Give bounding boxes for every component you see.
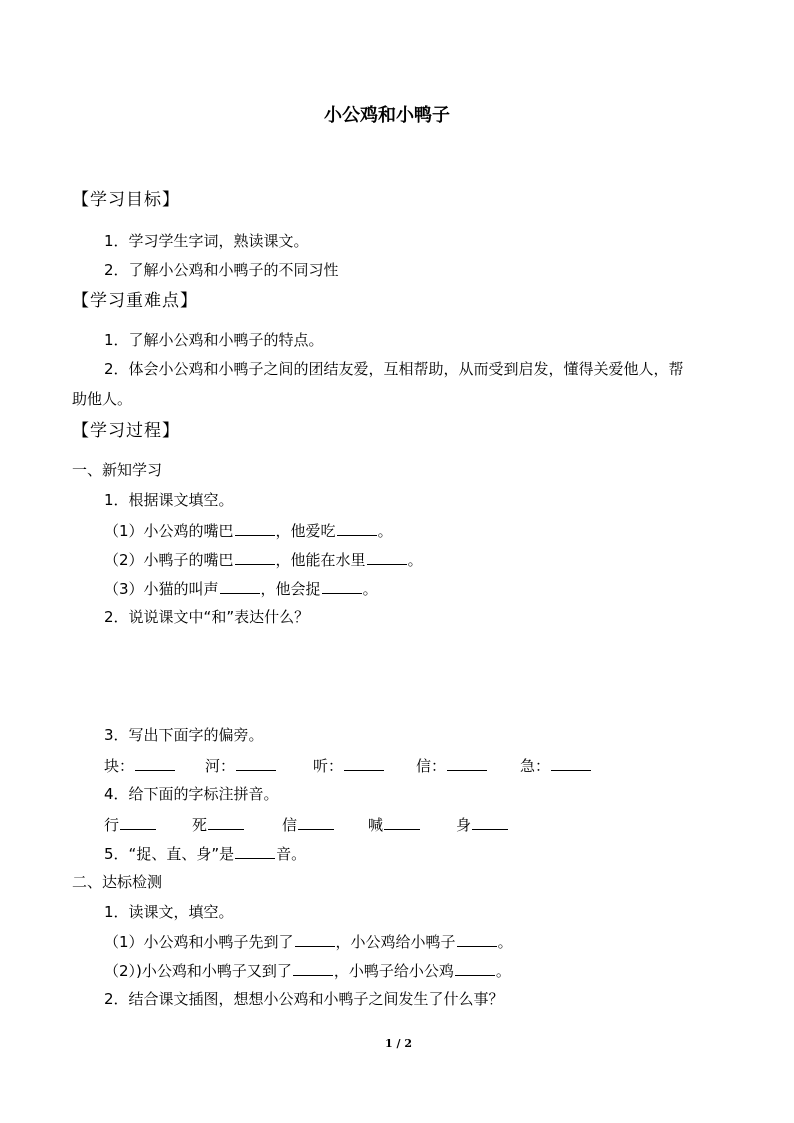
fill-blank-row: （1）小公鸡的嘴巴 ，他爱吃 。 <box>104 522 393 540</box>
answer-blank[interactable] <box>472 814 508 830</box>
answer-blank[interactable] <box>208 814 244 830</box>
answer-blank[interactable] <box>220 578 260 594</box>
part1-q4: 4．给下面的字标注拼音。 <box>104 785 279 803</box>
goal-item: 2．了解小公鸡和小鸭子的不同习性 <box>104 261 339 279</box>
fill-blank-row: （3）小猫的叫声 ，他会捉 。 <box>104 580 378 598</box>
answer-blank[interactable] <box>235 549 275 565</box>
answer-blank[interactable] <box>384 814 420 830</box>
part1-q5: 5．“捉、直、身”是 音。 <box>104 845 307 863</box>
goal-item: 1．学习学生字词，熟读课文。 <box>104 232 309 250</box>
fill-blank-row: （1）小公鸡和小鸭子先到了 ，小公鸡给小鸭子 。 <box>104 933 513 951</box>
part2-heading: 二、达标检测 <box>72 873 163 891</box>
fill-blank-row: （2）)小公鸡和小鸭子又到了 ，小鸭子给小公鸡 。 <box>104 962 511 980</box>
answer-blank[interactable] <box>337 520 377 536</box>
page-title: 小公鸡和小鸭子 <box>324 105 450 126</box>
answer-blank[interactable] <box>120 814 156 830</box>
answer-blank[interactable] <box>235 520 275 536</box>
answer-blank[interactable] <box>236 755 276 771</box>
answer-blank[interactable] <box>298 814 334 830</box>
part1-q2: 2．说说课文中“和”表达什么？ <box>104 608 310 626</box>
pinyin-row: 行 死 信 喊 身 <box>104 814 624 834</box>
part1-q3: 3．写出下面字的偏旁。 <box>104 726 264 744</box>
answer-blank[interactable] <box>322 578 362 594</box>
page-number: 1 / 2 <box>385 1037 412 1050</box>
fill-blank-row: （2）小鸭子的嘴巴 ，他能在水里 。 <box>104 551 423 569</box>
answer-blank[interactable] <box>447 755 487 771</box>
keypoints-heading: 【学习重难点】 <box>72 291 198 311</box>
answer-blank[interactable] <box>457 931 497 947</box>
answer-blank[interactable] <box>135 755 175 771</box>
part2-q2: 2．结合课文插图，想想小公鸡和小鸭子之间发生了什么事？ <box>104 990 504 1008</box>
process-heading: 【学习过程】 <box>72 421 180 441</box>
answer-blank[interactable] <box>293 960 333 976</box>
keypoint-item: 2．体会小公鸡和小鸭子之间的团结友爱，互相帮助，从而受到启发，懂得关爱他人，帮 <box>104 360 684 378</box>
part1-q1: 1．根据课文填空。 <box>104 491 234 509</box>
answer-blank[interactable] <box>235 843 275 859</box>
keypoint-item: 助他人。 <box>72 390 133 408</box>
answer-blank[interactable] <box>344 755 384 771</box>
answer-blank[interactable] <box>551 755 591 771</box>
answer-blank[interactable] <box>367 549 407 565</box>
radical-row: 块： 河： 听： 信： 急： <box>104 755 624 775</box>
part2-q1: 1．读课文，填空。 <box>104 903 234 921</box>
part1-heading: 一、新知学习 <box>72 461 163 479</box>
answer-blank[interactable] <box>455 960 495 976</box>
keypoint-item: 1．了解小公鸡和小鸭子的特点。 <box>104 331 324 349</box>
answer-blank[interactable] <box>295 931 335 947</box>
goals-heading: 【学习目标】 <box>72 190 180 210</box>
